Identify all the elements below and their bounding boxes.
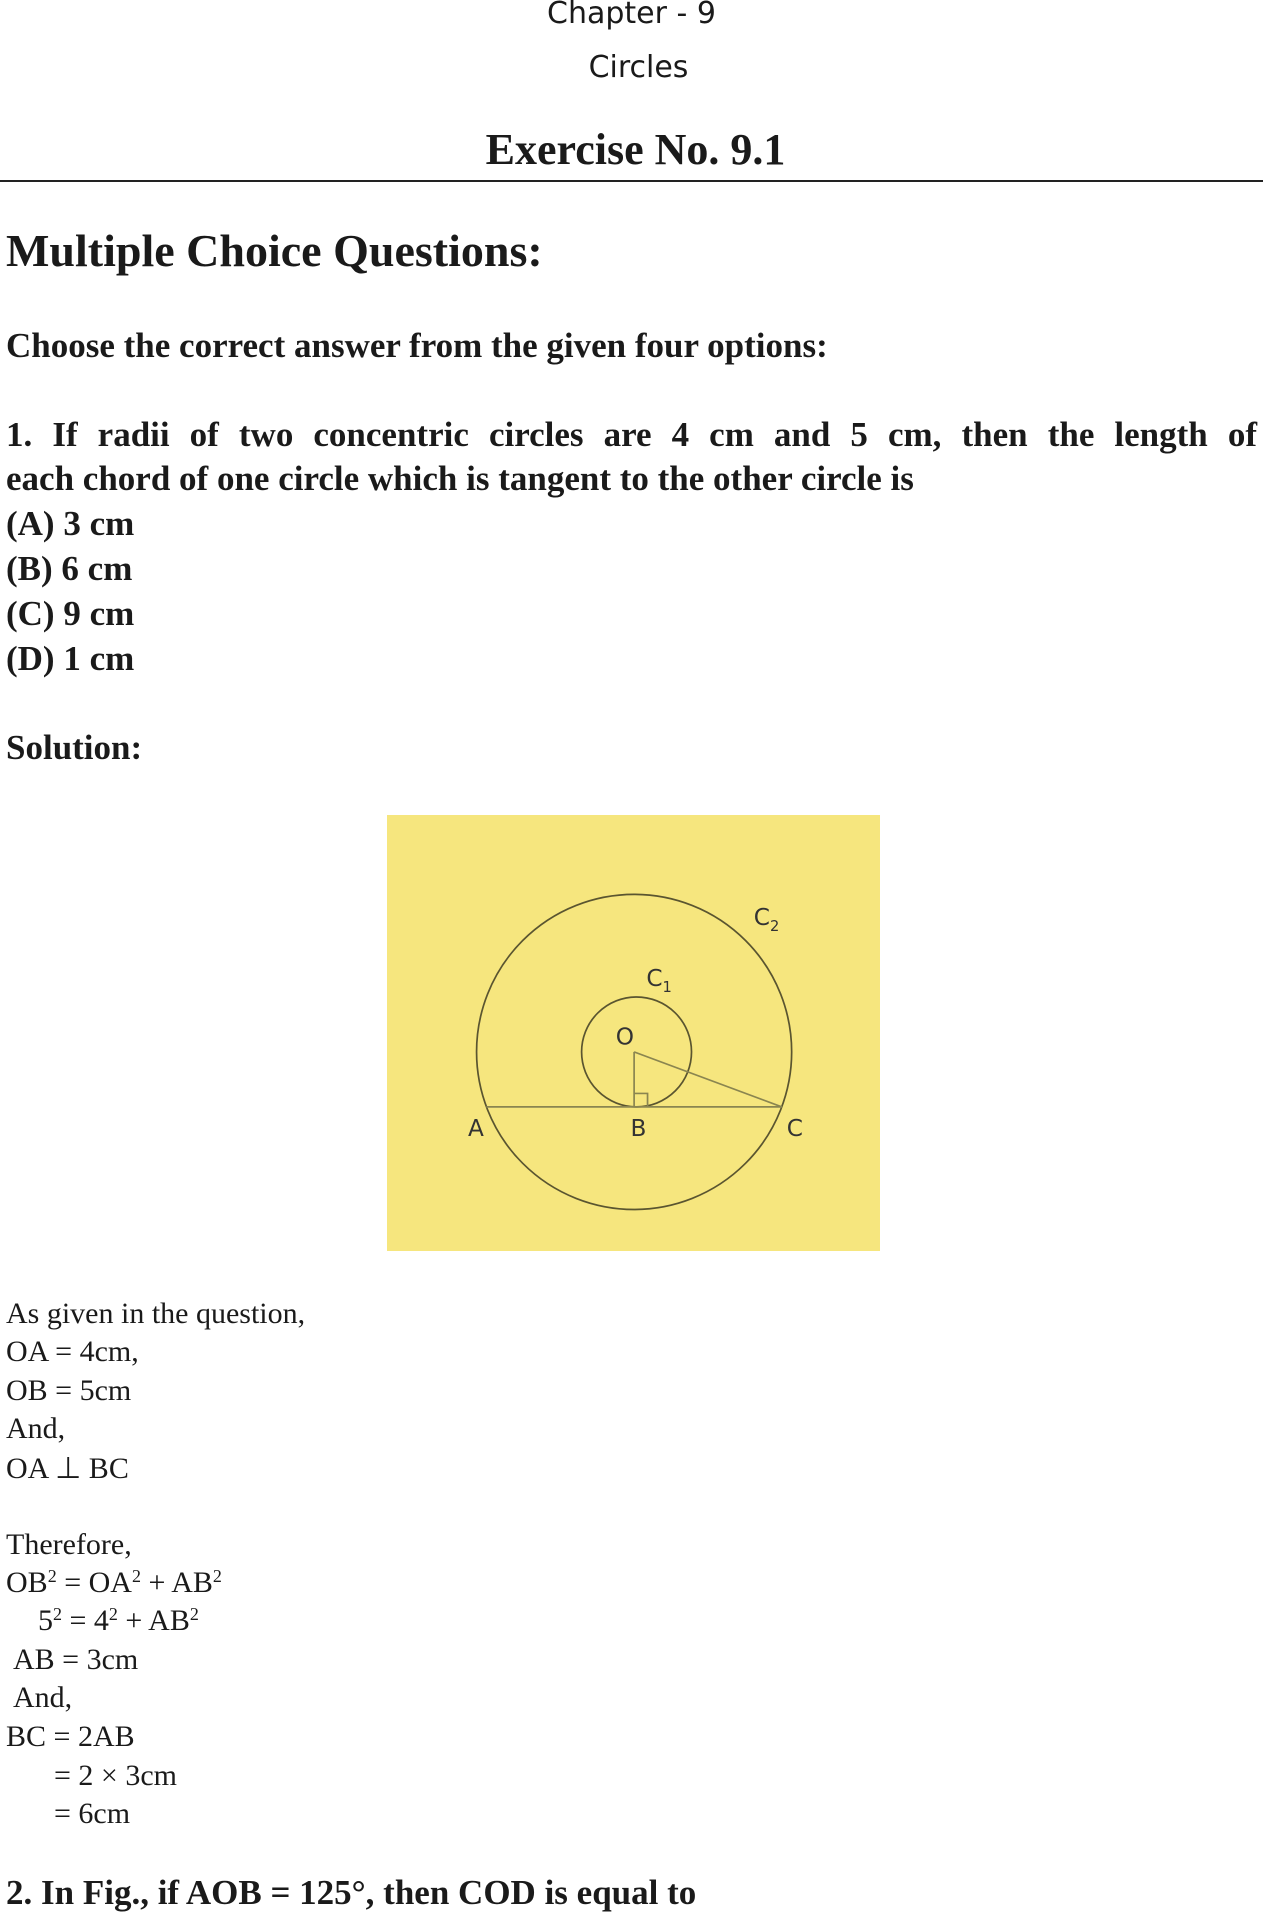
label-c2: $C_2$ (753, 903, 780, 936)
header-divider (0, 180, 1263, 182)
figure-diagram (387, 815, 880, 1251)
segment-oc (634, 1052, 782, 1107)
equation-pythagoras: $OB^2 = OA^2 + AB^2$ (6, 1566, 222, 1599)
concentric-circles-figure (387, 815, 880, 1251)
solution-line: OA = 4cm, (6, 1335, 139, 1368)
exercise-title: Exercise No. 9.1 (485, 125, 786, 174)
label-o: O (615, 1023, 635, 1051)
chapter-subject: Circles (588, 50, 689, 85)
label-c1: $C_1$ (646, 964, 672, 997)
solution-line: = 6cm (54, 1797, 131, 1830)
option-b: (B) 6 cm (6, 549, 133, 588)
solution-line: Therefore, (6, 1528, 132, 1561)
question-1-line-2: each chord of one circle which is tangent to the other circle is (6, 459, 914, 498)
solution-line: = 2 × 3cm (54, 1759, 177, 1792)
solution-line: OA ⊥ BC (6, 1452, 129, 1485)
label-b: B (630, 1115, 647, 1143)
option-d: (D) 1 cm (6, 639, 135, 678)
solution-label: Solution: (6, 728, 143, 767)
solution-line: As given in the question, (6, 1297, 306, 1330)
solution-line: And, (13, 1681, 73, 1714)
solution-line: AB = 3cm (13, 1643, 139, 1676)
question-2: 2. In Fig., if AOB = 125°, then COD is equal to (6, 1873, 697, 1912)
label-a: A (468, 1115, 484, 1143)
right-angle-mark (634, 1093, 647, 1106)
instruction: Choose the correct answer from the given four options: (6, 326, 828, 365)
solution-line: OB = 5cm (6, 1374, 132, 1407)
label-c: C (786, 1115, 803, 1143)
option-a: (A) 3 cm (6, 504, 135, 543)
question-1-line-1: 1. If radii of two concentric circles are 4 cm and 5 cm, then the length of (6, 415, 1257, 454)
solution-line: BC = 2AB (6, 1720, 135, 1753)
option-c: (C) 9 cm (6, 594, 135, 633)
section-title: Multiple Choice Questions: (6, 225, 543, 276)
equation-substituted: $5^2 = 4^2 + AB^2$ (38, 1604, 199, 1637)
solution-line: And, (6, 1412, 66, 1445)
chapter-heading: Chapter - 9 (547, 0, 716, 31)
